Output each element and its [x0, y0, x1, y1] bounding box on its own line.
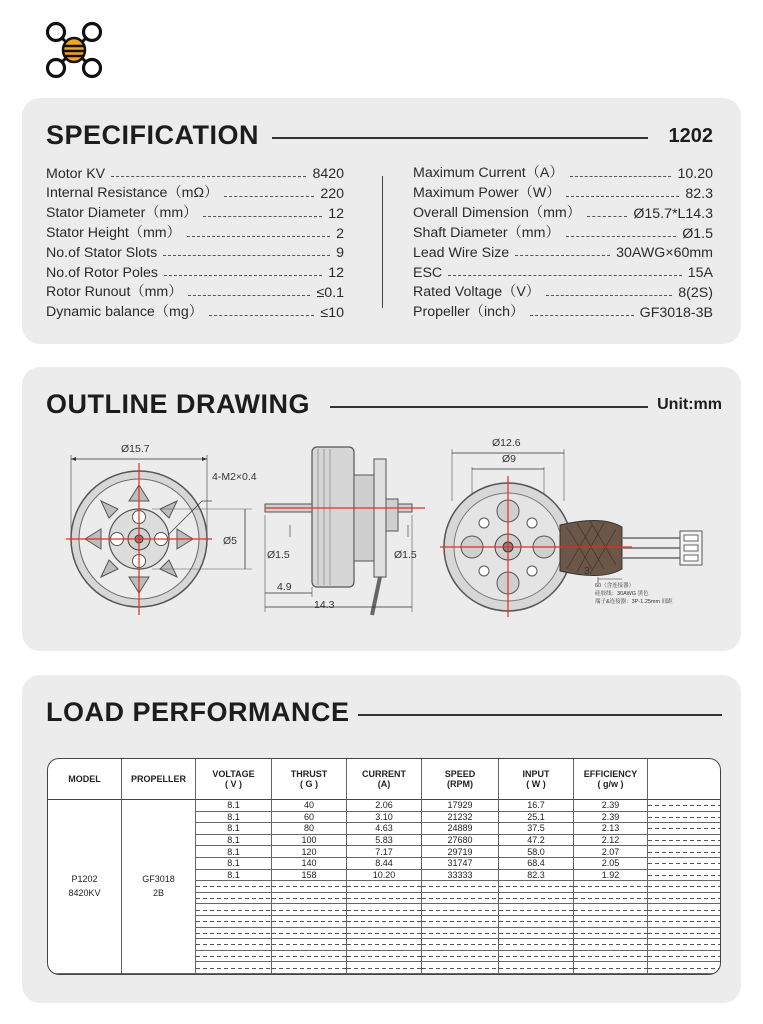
- table-cell: 120: [272, 846, 347, 858]
- spec-label: No.of Stator Slots: [46, 245, 158, 262]
- empty-cell: [272, 928, 347, 940]
- spec-list-right: [413, 162, 713, 321]
- empty-cell: [196, 951, 272, 963]
- table-cell: 140: [272, 858, 347, 870]
- spec-label: ESC: [413, 265, 443, 282]
- table-cell: 8.1: [196, 823, 272, 835]
- dim-shaft-right: Ø1.5: [394, 549, 417, 561]
- dim-wire-offset: 3: [584, 565, 590, 577]
- spec-value: 2: [336, 225, 344, 242]
- specification-panel: [22, 98, 741, 344]
- spec-value: ≤10: [320, 305, 344, 322]
- model-line: P1202: [71, 874, 98, 885]
- spec-row: [46, 202, 344, 222]
- spec-label: Rated Voltage（V）: [413, 284, 540, 301]
- spec-value: 15A: [687, 265, 713, 282]
- spec-row: [413, 301, 713, 321]
- empty-cell: [422, 928, 499, 940]
- spec-value: 8(2S): [678, 285, 713, 302]
- spec-row: [46, 162, 344, 182]
- empty-cell: [422, 893, 499, 905]
- table-cell: 3.10: [347, 812, 422, 824]
- leader-dots: [530, 315, 633, 316]
- empty-cell: [272, 951, 347, 963]
- spec-label: Internal Resistance（mΩ）: [46, 184, 219, 201]
- model-line: 8420KV: [68, 888, 101, 899]
- empty-cell: [196, 904, 272, 916]
- spec-row: [413, 281, 713, 301]
- empty-cell: [347, 951, 422, 963]
- header-efficiency: [574, 759, 648, 800]
- table-cell: 37.5: [499, 823, 574, 835]
- empty-cell: [499, 951, 574, 963]
- empty-cell: [648, 916, 720, 928]
- empty-cell: [499, 962, 574, 974]
- table-cell: 82.3: [499, 870, 574, 882]
- spec-list-left: [46, 162, 344, 321]
- empty-cell: [574, 928, 648, 940]
- leader-dots: [188, 295, 310, 296]
- table-cell: 5.83: [347, 835, 422, 847]
- spec-value: 220: [320, 185, 344, 202]
- empty-cell: [648, 823, 720, 835]
- empty-cell: [648, 881, 720, 893]
- empty-cell: [272, 916, 347, 928]
- empty-cell: [347, 904, 422, 916]
- empty-cell: [422, 939, 499, 951]
- spec-row: [46, 242, 344, 262]
- empty-cell: [272, 962, 347, 974]
- spec-row: [46, 182, 344, 202]
- title-rule: [358, 714, 722, 716]
- empty-cell: [574, 962, 648, 974]
- header-voltage: [196, 759, 272, 800]
- spec-label: Lead Wire Size: [413, 245, 510, 262]
- spec-value: 8420: [312, 165, 344, 182]
- table-cell: 2.12: [574, 835, 648, 847]
- model-number: 1202: [668, 125, 713, 147]
- leader-dots: [587, 216, 627, 217]
- table-cell: 33333: [422, 870, 499, 882]
- empty-cell: [648, 870, 720, 882]
- header-text: CURRENT: [362, 769, 406, 779]
- dim-shaft-length: 4.9: [277, 581, 292, 593]
- table-cell: 8.44: [347, 858, 422, 870]
- dim-back-inner: Ø9: [502, 453, 517, 465]
- table-cell: 2.05: [574, 858, 648, 870]
- leader-dots: [187, 236, 330, 237]
- spec-value: 10.20: [677, 165, 713, 182]
- empty-cell: [196, 928, 272, 940]
- spec-label: No.of Rotor Poles: [46, 265, 158, 282]
- table-cell: 68.4: [499, 858, 574, 870]
- spec-label: Motor KV: [46, 165, 106, 182]
- spec-value: 9: [336, 245, 344, 262]
- header-propeller: [122, 759, 196, 800]
- header-text: THRUST: [290, 769, 328, 779]
- header-text: INPUT: [522, 769, 550, 779]
- empty-cell: [196, 939, 272, 951]
- empty-cell: [272, 893, 347, 905]
- spec-value: 82.3: [685, 185, 713, 202]
- empty-cell: [574, 939, 648, 951]
- spec-row: [46, 261, 344, 281]
- table-cell: 17929: [422, 800, 499, 812]
- empty-cell: [422, 916, 499, 928]
- header-text: MODEL: [68, 774, 101, 784]
- leader-dots: [209, 315, 315, 316]
- table-cell: 58.0: [499, 846, 574, 858]
- empty-cell: [196, 962, 272, 974]
- header-input: [499, 759, 574, 800]
- empty-cell: [272, 939, 347, 951]
- empty-cell: [347, 916, 422, 928]
- dim-screw: 4-M2×0.4: [212, 471, 257, 483]
- table-cell: 8.1: [196, 858, 272, 870]
- leader-dots: [164, 275, 322, 276]
- spec-value: 12: [328, 205, 344, 222]
- empty-cell: [196, 881, 272, 893]
- propeller-cell: [122, 800, 196, 974]
- empty-cell: [347, 893, 422, 905]
- empty-cell: [499, 893, 574, 905]
- wire-note-length: 60（含连接器）: [595, 583, 635, 589]
- header-text: SPEED: [444, 769, 476, 779]
- table-cell: 8.1: [196, 835, 272, 847]
- spec-value: Ø1.5: [682, 225, 713, 242]
- leader-dots: [566, 236, 677, 237]
- table-cell: 158: [272, 870, 347, 882]
- empty-cell: [196, 893, 272, 905]
- empty-cell: [648, 800, 720, 812]
- propeller-line: GF3018: [142, 874, 175, 885]
- empty-cell: [648, 812, 720, 824]
- title-rule: [272, 137, 648, 139]
- table-cell: 25.1: [499, 812, 574, 824]
- table-cell: 1.92: [574, 870, 648, 882]
- leader-dots: [515, 255, 610, 256]
- table-cell: 8.1: [196, 846, 272, 858]
- empty-cell: [648, 928, 720, 940]
- spec-row: [413, 182, 713, 202]
- spec-label: Stator Height（mm）: [46, 224, 181, 241]
- spec-label: Shaft Diameter（mm）: [413, 224, 560, 241]
- table-cell: 8.1: [196, 812, 272, 824]
- empty-cell: [347, 939, 422, 951]
- spec-label: Overall Dimension（mm）: [413, 204, 581, 221]
- empty-cell: [574, 881, 648, 893]
- leader-dots: [448, 275, 682, 276]
- load-title: LOAD PERFORMANCE: [46, 697, 350, 727]
- table-cell: 8.1: [196, 870, 272, 882]
- spec-value: 30AWG×60mm: [616, 245, 713, 262]
- spec-label: Dynamic balance（mg）: [46, 304, 203, 321]
- specification-title: SPECIFICATION: [46, 120, 260, 150]
- empty-cell: [648, 962, 720, 974]
- empty-cell: [648, 893, 720, 905]
- spec-label: Rotor Runout（mm）: [46, 284, 183, 301]
- empty-cell: [196, 916, 272, 928]
- spec-label: Maximum Current（A）: [413, 164, 564, 181]
- header-text: EFFICIENCY: [583, 769, 638, 779]
- load-performance-panel: [22, 675, 741, 1003]
- empty-cell: [422, 962, 499, 974]
- table-cell: 2.39: [574, 800, 648, 812]
- empty-cell: [499, 904, 574, 916]
- empty-cell: [422, 951, 499, 963]
- table-row: [48, 800, 720, 812]
- leader-dots: [163, 255, 330, 256]
- load-performance-table: [47, 758, 721, 975]
- table-cell: 10.20: [347, 870, 422, 882]
- table-cell: 40: [272, 800, 347, 812]
- table-cell: 100: [272, 835, 347, 847]
- header-text: VOLTAGE: [212, 769, 255, 779]
- spec-label: Maximum Power（W）: [413, 184, 561, 201]
- spec-row: [413, 222, 713, 242]
- dim-center-hole: Ø5: [223, 535, 238, 547]
- empty-cell: [648, 846, 720, 858]
- table-cell: 31747: [422, 858, 499, 870]
- empty-cell: [574, 893, 648, 905]
- header-text: PROPELLER: [130, 774, 186, 784]
- empty-cell: [574, 916, 648, 928]
- propeller-line: 2B: [152, 888, 164, 899]
- table-cell: 21232: [422, 812, 499, 824]
- empty-cell: [422, 881, 499, 893]
- brand-logo-icon: [44, 20, 104, 80]
- model-cell: [48, 800, 122, 974]
- header-unit: ( g/w ): [597, 779, 624, 789]
- leader-dots: [570, 176, 672, 177]
- empty-cell: [272, 904, 347, 916]
- spec-row: [413, 162, 713, 182]
- leader-dots: [566, 196, 679, 197]
- table-cell: 2.39: [574, 812, 648, 824]
- empty-cell: [499, 928, 574, 940]
- empty-cell: [422, 904, 499, 916]
- table-cell: 29719: [422, 846, 499, 858]
- spec-value: ≤0.1: [316, 285, 344, 302]
- spec-row: [413, 202, 713, 222]
- outline-drawing-panel: [22, 367, 741, 651]
- header-unit: (A): [377, 779, 391, 789]
- table-cell: 27680: [422, 835, 499, 847]
- table-cell: 16.7: [499, 800, 574, 812]
- table-cell: 24889: [422, 823, 499, 835]
- unit-label: Unit:mm: [657, 396, 722, 413]
- table-cell: 4.63: [347, 823, 422, 835]
- spec-value: Ø15.7*L14.3: [633, 205, 713, 222]
- outline-title: OUTLINE DRAWING: [46, 389, 310, 419]
- spec-label: Propeller（inch）: [413, 304, 525, 321]
- empty-cell: [648, 939, 720, 951]
- empty-cell: [574, 951, 648, 963]
- title-rule: [330, 406, 648, 408]
- table-cell: 2.13: [574, 823, 648, 835]
- table-cell: 2.06: [347, 800, 422, 812]
- dim-front-diameter: Ø15.7: [121, 443, 150, 455]
- header-thrust: [272, 759, 347, 800]
- leader-dots: [111, 176, 306, 177]
- spec-value: 12: [328, 265, 344, 282]
- spec-row: [413, 242, 713, 262]
- spec-row: [46, 301, 344, 321]
- empty-cell: [499, 939, 574, 951]
- back-view-drawing: [432, 431, 732, 621]
- empty-cell: [574, 904, 648, 916]
- spec-label: Stator Diameter（mm）: [46, 204, 198, 221]
- header-unit: ( W ): [526, 779, 546, 789]
- empty-cell: [347, 928, 422, 940]
- wire-note-gauge: 硅胶线：30AWG 黑色: [595, 591, 649, 597]
- table-cell: 47.2: [499, 835, 574, 847]
- header-speed: [422, 759, 499, 800]
- empty-cell: [347, 962, 422, 974]
- dim-shaft-left: Ø1.5: [267, 549, 290, 561]
- header-unit: ( G ): [300, 779, 318, 789]
- header-current: [347, 759, 422, 800]
- empty-cell: [648, 951, 720, 963]
- empty-cell: [499, 881, 574, 893]
- header-unit: (RPM): [447, 779, 473, 789]
- empty-cell: [272, 881, 347, 893]
- empty-cell: [648, 835, 720, 847]
- spec-row: [46, 222, 344, 242]
- table-header-row: [48, 759, 720, 800]
- table-cell: 80: [272, 823, 347, 835]
- table-cell: 8.1: [196, 800, 272, 812]
- column-separator: [382, 176, 383, 308]
- table-cell: 2.07: [574, 846, 648, 858]
- spec-row: [46, 281, 344, 301]
- table-cell: 60: [272, 812, 347, 824]
- leader-dots: [546, 295, 672, 296]
- empty-cell: [347, 881, 422, 893]
- leader-dots: [224, 196, 314, 197]
- dim-back-outer: Ø12.6: [492, 437, 521, 449]
- wire-note-connector: 端子&连接器：3P-1.25mm 间距: [595, 599, 673, 605]
- side-view-drawing: [260, 437, 430, 622]
- empty-cell: [648, 858, 720, 870]
- table-cell: 7.17: [347, 846, 422, 858]
- spec-value: GF3018-3B: [639, 305, 713, 322]
- header-model: [48, 759, 122, 800]
- empty-cell: [648, 904, 720, 916]
- header-blank: [648, 759, 720, 800]
- spec-row: [413, 261, 713, 281]
- leader-dots: [203, 216, 322, 217]
- empty-cell: [499, 916, 574, 928]
- header-unit: ( V ): [225, 779, 242, 789]
- dim-total-length: 14.3: [314, 599, 335, 611]
